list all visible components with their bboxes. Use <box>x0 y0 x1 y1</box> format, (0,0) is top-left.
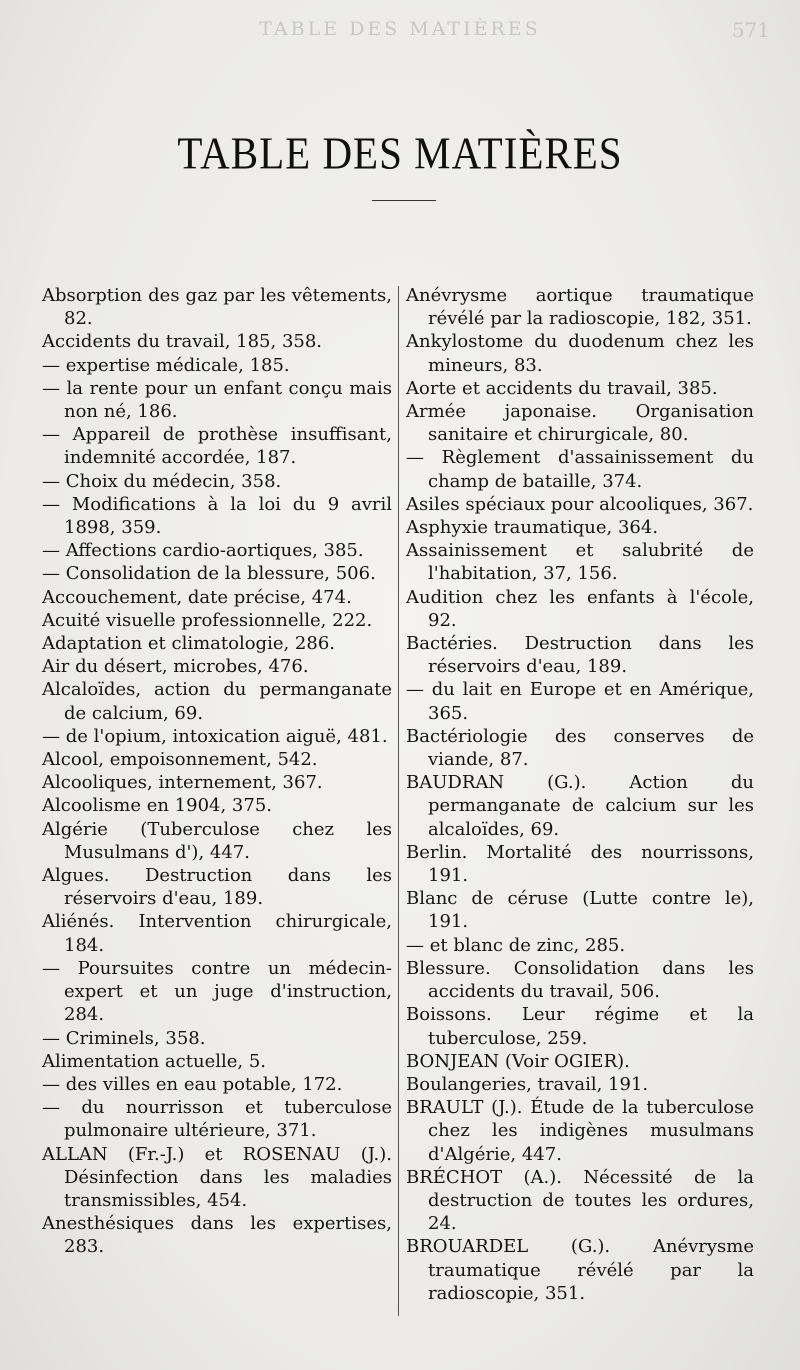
index-entry: — la rente pour un enfant conçu mais non né, 186. <box>42 377 392 423</box>
index-entry: Asphyxie traumatique, 364. <box>406 517 659 539</box>
index-entry: Algérie (Tuberculose chez les Musulmans d'), 447. <box>42 818 392 863</box>
index-entry: — du nourrisson et tuberculose pulmonaire ultérieure, 371. <box>42 1097 392 1142</box>
index-entry: Accidents du travail, 185, 358. <box>42 331 323 353</box>
index-entry: Aliénés. Intervention chirurgicale, 184. <box>42 911 392 956</box>
index-entry: Asiles spéciaux pour alcooliques, 367. <box>406 493 754 515</box>
index-entry: Ankylostome du duodenum chez les mineurs, 83. <box>406 331 754 376</box>
index-entry: BRÉCHOT (A.). Nécessité de la destruction de toutes les ordures, 24. <box>406 1166 754 1235</box>
index-entry: BAUDRAN (G.). Action du permanganate de calcium sur les alcaloïdes, 69. <box>406 772 754 840</box>
index-entry: — Consolidation de la blessure, 506. <box>42 563 376 585</box>
index-entry: Anesthésiques dans les expertises, 283. <box>42 1213 392 1258</box>
index-entry: Boissons. Leur régime et la tuberculose, 259. <box>406 1004 754 1049</box>
index-entry: — Poursuites contre un médecin-expert et un juge d'instruction, 284. <box>42 957 392 1026</box>
index-entry: Accouchement, date précise, 474. <box>42 586 352 608</box>
index-entry: Audition chez les enfants à l'école, 92. <box>406 586 754 631</box>
index-entry: Boulangeries, travail, 191. <box>406 1073 649 1095</box>
index-entry: Alcoolisme en 1904, 375. <box>42 795 273 817</box>
index-entry: — du lait en Europe et en Amérique, 365. <box>406 679 754 724</box>
title-rule <box>372 200 436 201</box>
index-entry: BONJEAN (Voir OGIER). <box>406 1050 630 1072</box>
index-entry: Alcooliques, internement, 367. <box>42 772 323 794</box>
index-entry: Armée japonaise. Organisation sanitaire et chirurgicale, 80. <box>406 401 754 446</box>
index-entry: Blanc de céruse (Lutte contre le), 191. <box>406 888 754 933</box>
index-entry: Assainissement et salubrité de l'habitation, 37, 156. <box>406 540 754 585</box>
index-entry: ALLAN (Fr.-J.) et ROSENAU (J.). Désinfection dans les maladies transmissibles, 454. <box>42 1143 392 1211</box>
index-entry: BRAULT (J.). Étude de la tuberculose chez les indigènes musulmans d'Algérie, 447. <box>406 1097 754 1165</box>
index-column-right <box>406 284 754 1305</box>
index-entry: — Criminels, 358. <box>42 1027 206 1049</box>
index-entry: Acuité visuelle professionnelle, 222. <box>42 609 373 631</box>
index-entry: — de l'opium, intoxication aiguë, 481. <box>42 725 388 747</box>
index-column-left <box>42 284 392 1259</box>
index-entry: Algues. Destruction dans les réservoirs d'eau, 189. <box>42 865 392 910</box>
index-entry: Aorte et accidents du travail, 385. <box>406 377 718 399</box>
index-entry: Bactéries. Destruction dans les réservoirs d'eau, 189. <box>406 633 754 678</box>
index-entry: — des villes en eau potable, 172. <box>42 1073 343 1095</box>
index-entry: — Règlement d'assainissement du champ de bataille, 374. <box>406 447 754 492</box>
column-divider <box>398 286 399 1316</box>
index-entry: Bactériologie des conserves de viande, 87. <box>406 725 754 771</box>
index-entry: — expertise médicale, 185. <box>42 354 290 376</box>
index-entry: — Choix du médecin, 358. <box>42 470 282 492</box>
index-entry: Alimentation actuelle, 5. <box>42 1050 267 1072</box>
index-entry: Air du désert, microbes, 476. <box>42 656 309 678</box>
index-entry: BROUARDEL (G.). Anévrysme traumatique révélé par la radioscopie, 351. <box>406 1236 754 1304</box>
page-title: TABLE DES MATIÈRES <box>177 127 623 179</box>
running-head: TABLE DES MATIÈRES <box>259 18 541 40</box>
index-entry: — Appareil de prothèse insuffisant, indemnité accordée, 187. <box>42 424 392 469</box>
index-entry: Absorption des gaz par les vêtements, 82. <box>42 285 392 330</box>
index-entry: Berlin. Mortalité des nourrissons, 191. <box>406 841 754 887</box>
index-entry: Alcool, empoisonnement, 542. <box>42 749 318 771</box>
index-entry: — Modifications à la loi du 9 avril 1898, 359. <box>42 493 392 539</box>
index-entry: Blessure. Consolidation dans les accidents du travail, 506. <box>406 957 754 1003</box>
index-entry: — et blanc de zinc, 285. <box>406 934 626 956</box>
page-number: 571 <box>731 18 770 42</box>
index-entry: Alcaloïdes, action du permanganate de calcium, 69. <box>42 679 392 724</box>
index-entry: Anévrysme aortique traumatique révélé par la radioscopie, 182, 351. <box>406 285 754 330</box>
index-entry: Adaptation et climatologie, 286. <box>42 633 336 655</box>
index-entry: — Affections cardio-aortiques, 385. <box>42 540 364 562</box>
